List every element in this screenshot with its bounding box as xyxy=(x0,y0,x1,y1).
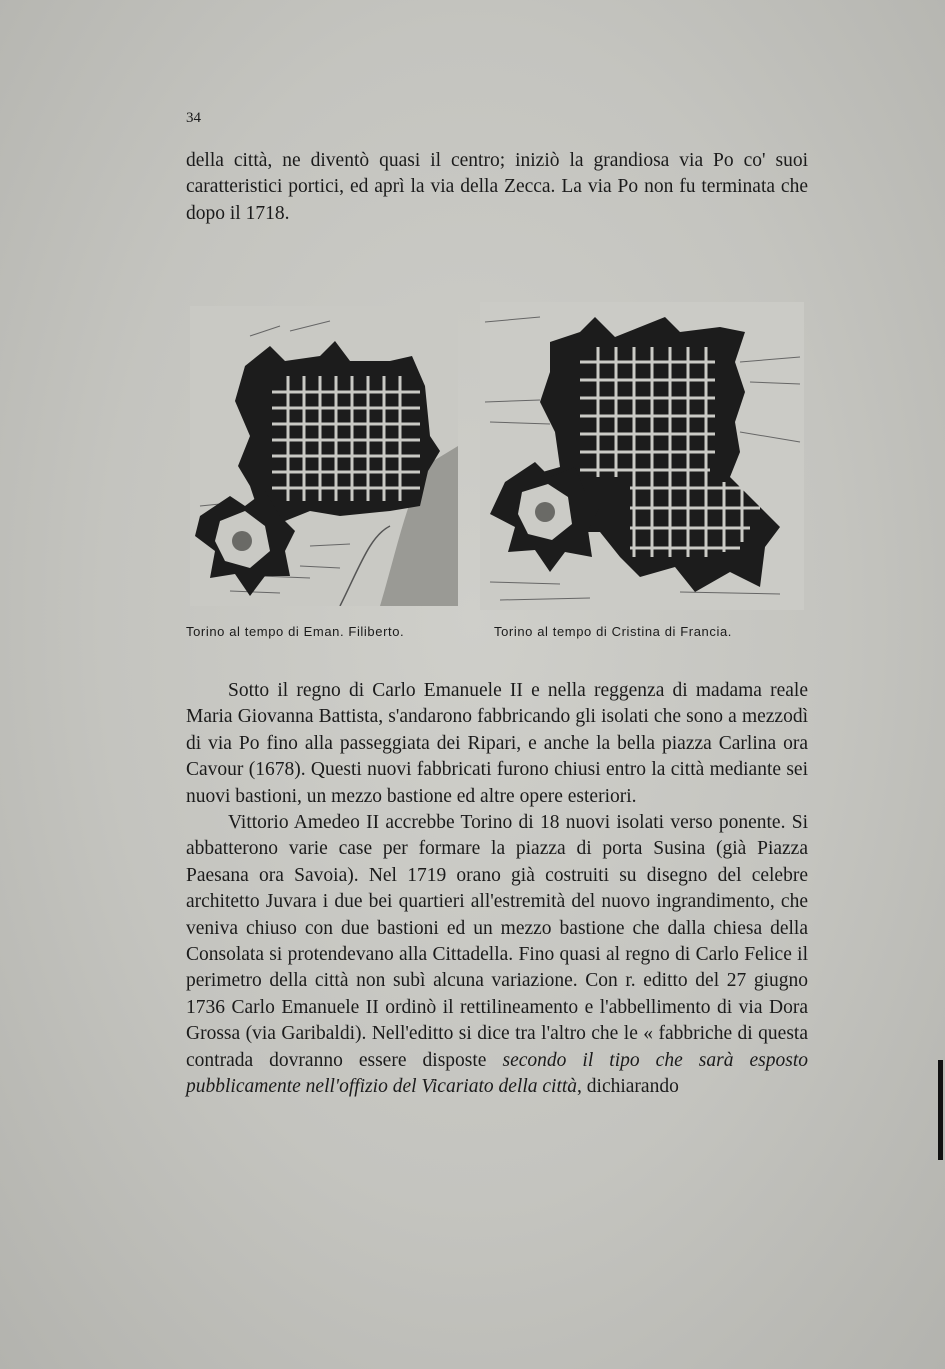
caption-left: Torino al tempo di Eman. Filiberto. xyxy=(186,624,405,639)
caption-right: Torino al tempo di Cristina di Francia. xyxy=(494,624,732,639)
map-emanuele-filiberto xyxy=(190,306,458,606)
paragraph-3-italic: secondo il tipo che sarà esposto pubblicamente nell'offizio del Vicariato della città xyxy=(186,1049,808,1098)
paragraph-1: della città, ne diventò quasi il centro; iniziò la grandiosa via Po co' suoi caratteristici portici, ed aprì la via della Zecca. La via Po non fu terminata che dopo il 1718. xyxy=(186,150,808,224)
paragraph-3-tail: , dichiarando xyxy=(577,1076,679,1098)
paragraph-2: Sotto il regno di Carlo Emanuele II e nella reggenza di madama reale Maria Giovanna Battista, s'andarono fabbricando gli isolati che sono a mezzodì di via Po fino alla passeggiata dei Ripari, e anche la bella piazza Carlina ora Cavour (1678). Questi nuovi fabbricati furono chiusi entro la città mediante sei nuovi bastioni, un mezzo bastione ed altre opere esteriori. xyxy=(186,680,808,807)
opening-paragraph xyxy=(186,148,808,227)
paragraph-3-text: Vittorio Amedeo II accrebbe Torino di 18 nuovi isolati verso ponente. Si abbatterono varie case per formare la piazza di porta Susina (già Piazza Paesana ora Savoia). Nel 1719 orano già costruiti su disegno del celebre architetto Juvara i due bei quartieri all'estremità del nuovo ingrandimento, che veniva chiuso con due bastioni ed un mezzo bastione che dalla chiesa della Consolata si protendevano alla Cittadella. Fino quasi al regno di Carlo Felice il perimetro della città non subì alcuna variazione. Con r. editto del 27 giugno 1736 Carlo Emanuele II ordinò il rettilineamento e l'abbellimento di via Dora Grossa (via Garibaldi). Nell'editto si dice tra l'altro che le « fabbriche di questa contrada dovranno essere disposte xyxy=(186,812,808,1071)
paragraph-3 xyxy=(186,810,808,1100)
page-edge-mark xyxy=(938,1060,943,1160)
map-cristina-di-francia xyxy=(480,302,804,610)
body-text xyxy=(186,678,808,1101)
page-number: 34 xyxy=(186,110,201,126)
